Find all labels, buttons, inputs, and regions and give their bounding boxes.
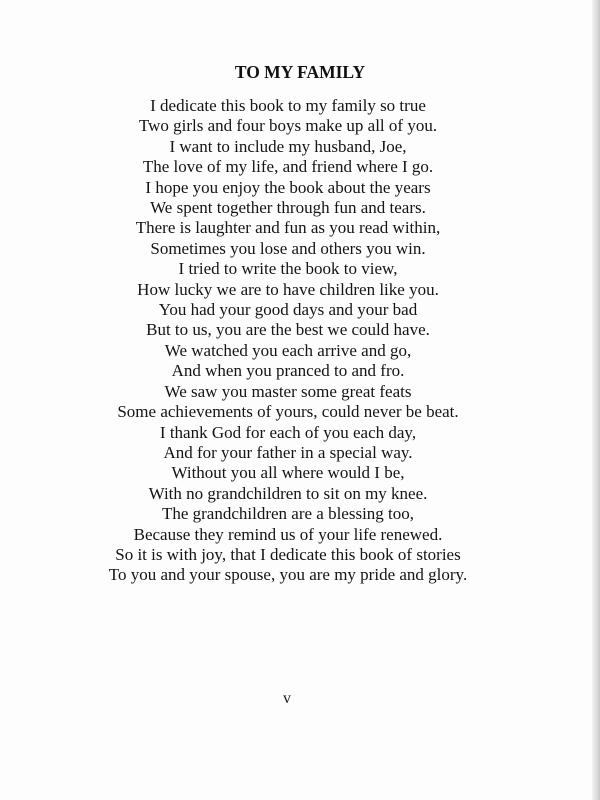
poem-line: I dedicate this book to my family so true xyxy=(150,96,426,115)
poem-line: The love of my life, and friend where I go. xyxy=(142,157,434,177)
poem-line: And for your father in a special way. xyxy=(163,442,413,462)
poem-line: I tried to write the book to view, xyxy=(178,259,398,279)
poem-line: We watched you each arrive and go, xyxy=(164,340,412,360)
poem-line: To you and your spouse, you are my pride and glory. xyxy=(108,565,468,585)
poem-line: Two girls and four boys make up all of you. xyxy=(138,116,438,136)
page-edge-shadow xyxy=(592,0,600,800)
poem-line: So it is with joy, that I dedicate this book of stories xyxy=(115,544,461,564)
poem-line: Because they remind us of your life renewed. xyxy=(133,524,443,544)
page-title: TO MY FAMILY xyxy=(234,62,366,82)
poem-line: Without you all where would I be, xyxy=(171,463,405,483)
poem-line: There is laughter and fun as you read within, xyxy=(135,218,441,238)
poem-line: But to us, you are the best we could have. xyxy=(146,320,430,340)
poem-line: How lucky we are to have children like you. xyxy=(137,279,439,299)
poem-line: We saw you master some great feats xyxy=(164,381,412,401)
poem-line: I want to include my husband, Joe, xyxy=(169,136,407,156)
poem-line: Some achievements of yours, could never be beat. xyxy=(117,402,459,422)
poem-line: Sometimes you lose and others you win. xyxy=(150,238,426,258)
poem-line: You had your good days and your bad xyxy=(158,300,418,320)
poem-line: With no grandchildren to sit on my knee. xyxy=(148,483,428,503)
page-number: v xyxy=(283,690,291,707)
poem xyxy=(0,96,576,586)
poem-line: I hope you enjoy the book about the years xyxy=(145,177,431,197)
poem-line: And when you pranced to and fro. xyxy=(171,361,405,381)
poem-line: I thank God for each of you each day, xyxy=(159,422,417,442)
poem-line: We spent together through fun and tears. xyxy=(150,198,426,218)
poem-line: The grandchildren are a blessing too, xyxy=(161,504,415,524)
